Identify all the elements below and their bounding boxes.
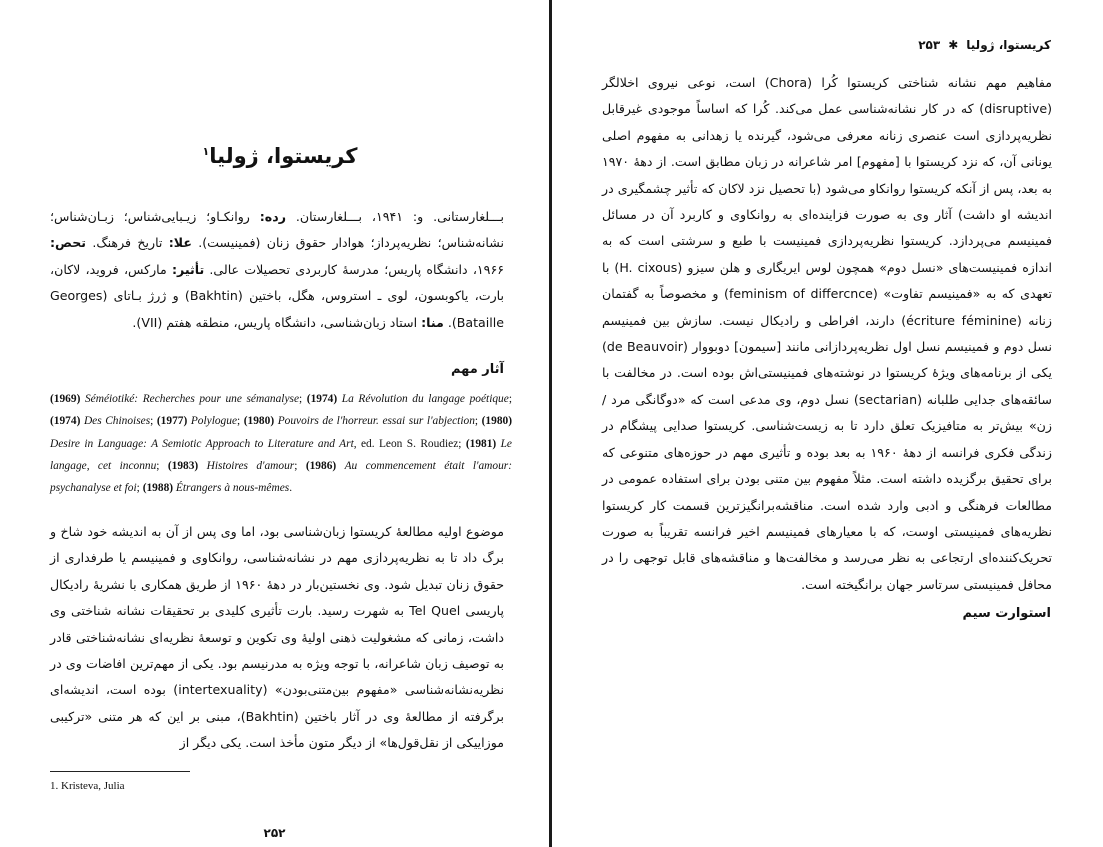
work-title: Desire in Language: A Semiotic Approach to Literature and Art	[50, 437, 354, 450]
work-title: La Révolution du langage poétique	[341, 393, 509, 405]
bio-label-field: رده:	[259, 209, 286, 224]
work-year: (1981)	[465, 437, 497, 450]
page-number-left: ۲۵۲	[263, 826, 286, 840]
bio-label-influence: تأثیر:	[171, 261, 205, 277]
work-separator: ;	[150, 415, 157, 428]
left-page	[0, 0, 549, 847]
work-year: (1983)	[167, 459, 199, 472]
work-title: Séméiotiké: Recherches pour une sémanalyse	[84, 393, 300, 405]
work-separator: ;	[508, 393, 512, 405]
works-heading: آثار مهم	[450, 362, 504, 377]
work-title: Le langage, cet inconnu	[50, 437, 512, 472]
work-title: Étrangers à nous-mêmes	[175, 482, 290, 495]
work-separator: ;	[474, 415, 482, 428]
running-head-title: کریستوا، ژولیا	[966, 38, 1051, 52]
body-text-right: مفاهیم مهم نشانه شناختی کریستوا کُرا (Chora) است، نوعی نیروی اخلالگر (disruptive) که در کار نشانه‌شناسی عمل می‌کند. کُرا که اساساً موجودی غیرقابل نظریه‌پردازی است عنصری زنانه معرفی می‌شود، گیرنده یا زهدانی به مفهوم اصلی یونانی آن، که نزد کریستوا با [مفهوم] امر شاعرانه در زبان مطابق است. از دههٔ ۱۹۷۰ به بعد، پس از آنکه کریستوا روانکاو می‌شود (با تحصیل نزد لاکان که تأثیر چشمگیری در اندیشه او داشت) آثار وی به صورت فزاینده‌ای به روانکاوی و کاربرد آن در مسائل فمینیسم می‌پردازد. کریستوا نظریه‌پردازی فمینیست با طبع و سرشتی است که به اندازه فمینیست‌های «نسل دوم» همچون لوس ایریگاری و هلن سیزو (H. cixous) با تعهدی که به «فمینیسم تفاوت» (feminism of differcnce) و مخصوصاً به گفتمان زنانه (écriture féminine) دارند، افراطی و رادیکال نیست. سازش بین فمینیسم نسل دوم و فمینیسم نسل اول نظریه‌پردازانی مانند [سیمون] دوبووار (de Beauvoir) یکی از برنامه‌های ویژهٔ کریستوا در نوشته‌های فمینیستی‌اش بوده است. در مخالفت با سائقه‌های جدایی طلبانه (sectarian) نسل دوم، وی مدعی است که «دوگانگی مرد / زن» بیش‌تر به متافیزیک تعلق دارد تا به زیست‌شناسی. کریستوا صدایی پیشگام در زندگی فکری فرانسه از دههٔ ۱۹۶۰ به بعد بوده و تأثیری مهم در حوزه‌های متنوعی که برای تحقیق برگزیده داشته است. مثلاً مفهوم بین متنی بودن برای استفاده عمومی در مطالعات فرهنگی و ادبی وارد شده است. مناقشه‌برانگیزترین قسمت کار کریستوا نظریه‌های فمینیستی اوست، که با معیارهای فمینیسم اخیر فرانسه تقریباً به صورت تحریک‌کننده‌ای ارتجاعی به نظر می‌رسد و مخالفت‌ها و مناقشه‌های قابل توجهی را در محافل فمینیستی سرتاسر جهان برانگیخته است.	[602, 75, 1052, 592]
work-year: (1980)	[243, 415, 275, 428]
right-page	[552, 0, 1103, 847]
work-year: (1986)	[305, 459, 337, 472]
work-title: Pouvoirs de l'horreur. essai sur l'abjection	[277, 415, 475, 428]
body-text-left: موضوع اولیه مطالعهٔ کریستوا زبان‌شناسی بود، اما وی پس از آن به اندیشه خود شاخ و برگ داد تا به نظریه‌پردازی مهم در نشانه‌شناسی، روانکاوی و فمینیسم یا طرفداری از حقوق زنان تبدیل شود. وی نخستین‌بار در دههٔ ۱۹۶۰ از طریق همکاری با نشریهٔ رادیکال پاریسی Tel Quel به شهرت رسید. بارت تأثیری کلیدی بر تحقیقات نشانه شناختی وی داشت، زمانی که مشغولیت ذهنی اولیهٔ وی تکوین و توسعهٔ نظریه‌ای نشانه‌شناختی قادر به توصیف زبان شاعرانه، با توجه ویژه به مدرنیسم بود. یکی از مهم‌ترین افاضات وی در نظریه‌نشانه‌شناسی «مفهوم بین‌متنی‌بودن» (intertexuality) بوده است، اندیشه‌ای برگرفته از مطالعهٔ وی در آثار باختین (Bakhtin)، مبنی بر این که هر متنی «ترکیبی موزاییکی از نقل‌قول‌ها» از دیگر متون مأخذ است. یکی دیگر از	[50, 524, 505, 751]
bio-label-teach: علا:	[168, 235, 192, 251]
work-title: Histoires d'amour	[206, 459, 295, 472]
bio-label-edu: تحص:	[50, 235, 87, 251]
bio-text: تاریخ فرهنگ.	[86, 235, 169, 251]
work-separator: , ed. Leon S. Roudiez;	[353, 437, 466, 450]
work-title: Des Chinoises	[83, 415, 151, 428]
bio-text: روانکـاو؛ زیـبایی‌شناس؛ زبـان‌شناس؛ نشانه‌شناس؛ نظریه‌پرداز؛ هوادار حقوق زنان (فمینیست).	[50, 209, 504, 251]
page-number-right: ۲۵۳	[918, 38, 941, 52]
work-separator: ;	[237, 415, 244, 428]
work-year: (1980)	[481, 415, 513, 428]
work-separator: ;	[299, 393, 307, 405]
running-head	[918, 38, 1051, 52]
bio-text: ۱۹۶۶، دانشگاه پاریس؛ مدرسهٔ کاربردی تحصیلات عالی.	[204, 261, 504, 277]
footnote: 1. Kristeva, Julia	[50, 780, 125, 792]
bio-label-source: منا:	[421, 314, 444, 330]
work-year: (1977)	[156, 415, 188, 428]
work-separator: ;	[136, 482, 143, 495]
entry-title-text: کریستوا، ژولیا	[209, 144, 358, 168]
work-year: (1974)	[50, 415, 81, 428]
footnote-rule	[50, 771, 190, 772]
work-title: Au commencement était l'amour: psychanalyse et foi	[50, 459, 512, 495]
works-list	[50, 388, 512, 499]
star-ornament-icon: ✱	[948, 38, 959, 52]
author-signature: استوارت سیم	[962, 606, 1051, 621]
bio-paragraph	[50, 204, 504, 336]
work-year: (1974)	[306, 393, 338, 405]
footnote-marker: ۱	[202, 145, 210, 158]
work-separator: ;	[294, 459, 306, 472]
entry-title	[60, 144, 500, 168]
work-year: (1969)	[50, 393, 81, 405]
work-separator: .	[289, 482, 293, 495]
bio-text: مارکس، فروید، لاکان، بارت، یاکوبسون، لوی ـ استروس، هگل، باختین (Bakhtin) و ژرژ بـاتای (Georges Bataille).	[50, 261, 504, 330]
work-separator: ;	[156, 459, 168, 472]
work-year: (1988)	[142, 482, 174, 495]
work-title: Polylogue	[190, 415, 238, 428]
bio-text: استاد زبان‌شناسی، دانشگاه پاریس، منطقه هفتم (VII).	[132, 314, 422, 330]
bio-text: بـــلغارستانی. و: ۱۹۴۱، بـــلغارستان.	[285, 209, 505, 224]
